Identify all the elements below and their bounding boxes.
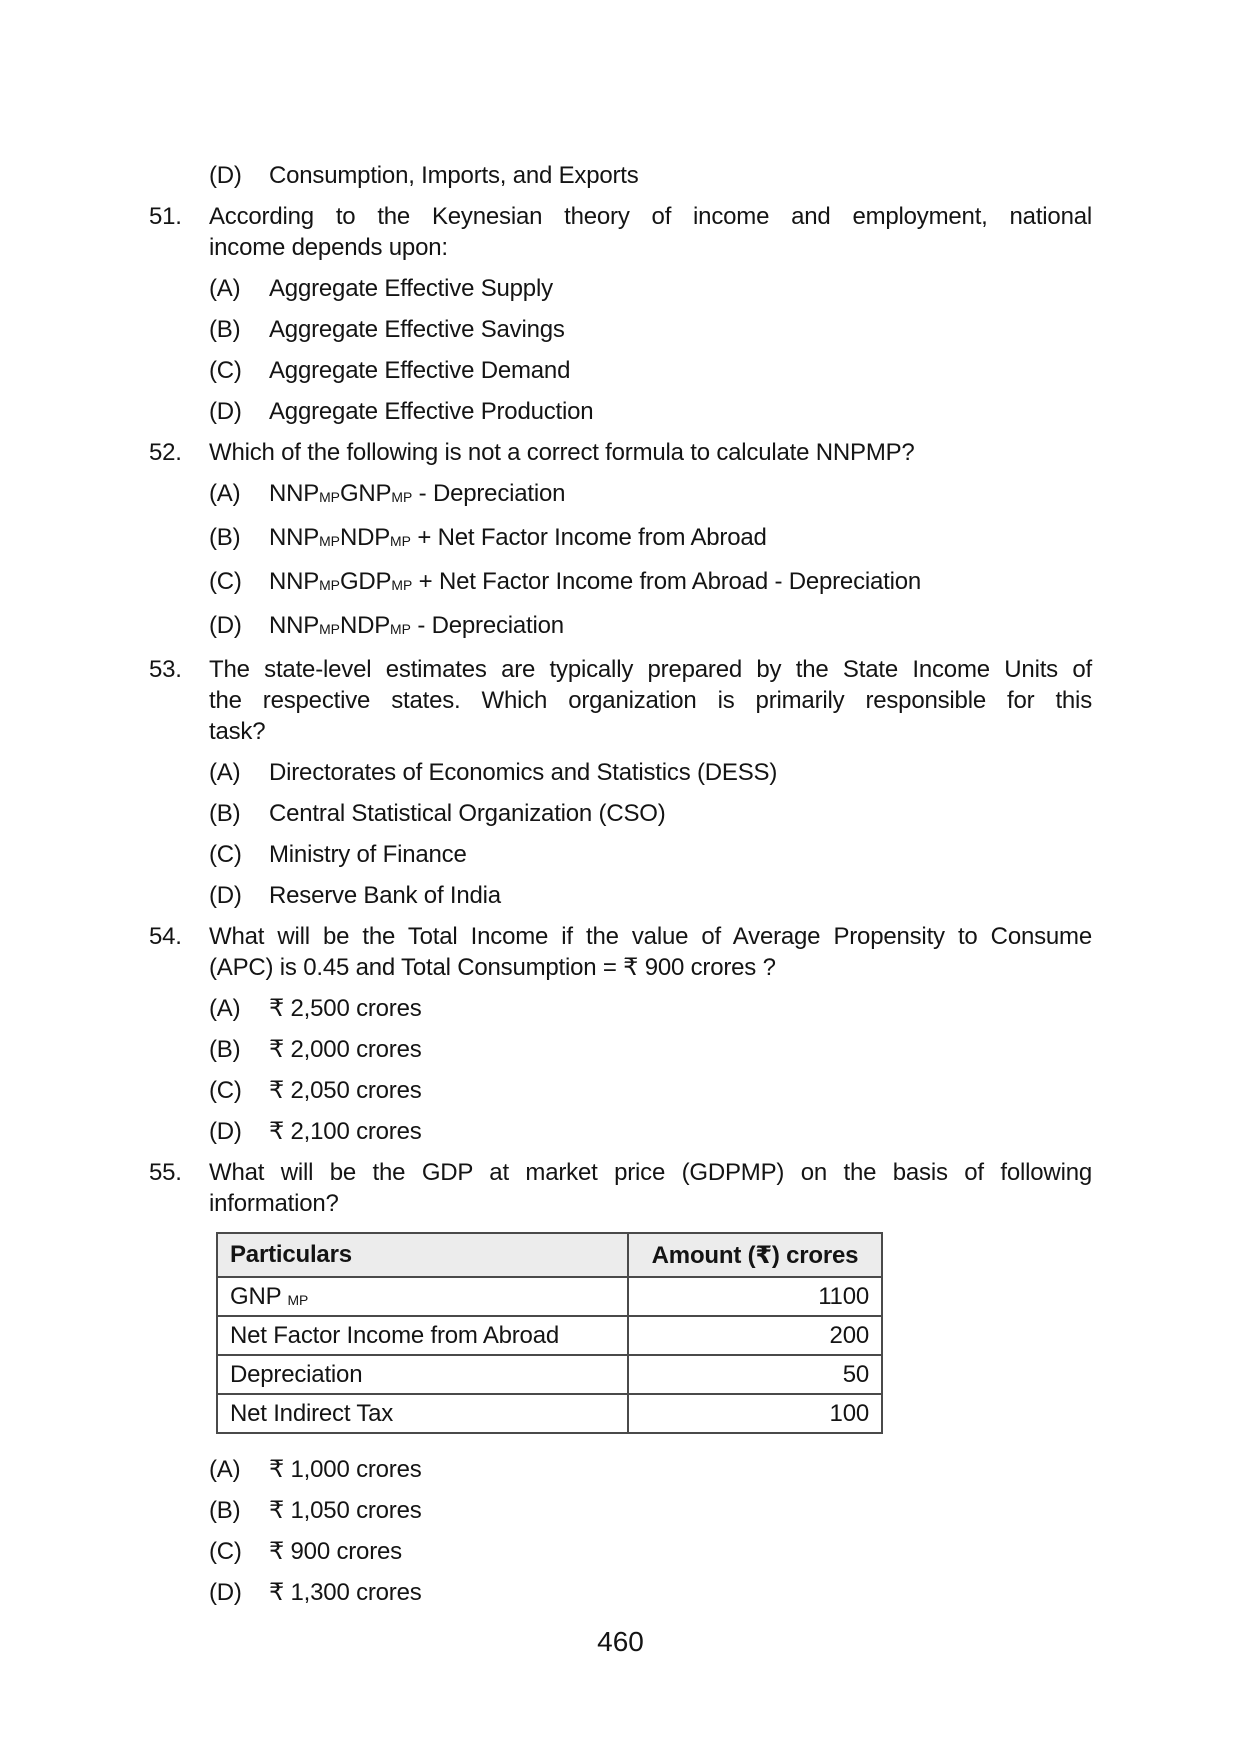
option-row <box>209 1495 1092 1526</box>
question-body <box>209 654 1092 911</box>
option-text: ₹ 1,300 crores <box>269 1579 422 1606</box>
option-text: Central Statistical Organization (CSO) <box>269 800 666 827</box>
option-label: (C) <box>209 1538 242 1565</box>
options-list <box>209 757 1092 911</box>
question-block <box>149 201 1092 427</box>
option-label: (C) <box>209 357 242 384</box>
option-text: Consumption, Imports, and Exports <box>269 162 639 189</box>
option-label: (A) <box>209 275 241 302</box>
table-row <box>217 1316 882 1355</box>
option-text: ₹ 1,050 crores <box>269 1497 422 1524</box>
options-list <box>209 478 1092 644</box>
option-label: (A) <box>209 1456 241 1483</box>
question-line: the respective states. Which organization is primarily responsible for this <box>209 687 1092 714</box>
subscript: MP <box>390 533 411 550</box>
table-cell-particulars: Net Indirect Tax <box>217 1394 628 1433</box>
option-text: NNPMPNDPMP + Net Factor Income from Abroad <box>269 524 767 551</box>
option-row <box>209 314 1092 345</box>
question-line: Which of the following is not a correct formula to calculate NNPMP? <box>209 439 915 466</box>
table-cell-amount: 100 <box>628 1394 882 1433</box>
option-row <box>209 273 1092 304</box>
option-row <box>209 1034 1092 1065</box>
option-text: NNPMPGDPMP + Net Factor Income from Abroad - Depreciation <box>269 568 922 595</box>
table-cell-particulars: GNP MP <box>217 1277 628 1316</box>
option-label: (D) <box>209 1118 242 1145</box>
question-number: 55. <box>149 1159 182 1186</box>
subscript: MP <box>391 489 413 506</box>
option-row <box>209 1577 1092 1608</box>
option-row <box>209 1075 1092 1106</box>
option-text: Directorates of Economics and Statistics (DESS) <box>269 759 778 786</box>
option-row <box>209 839 1092 870</box>
question-block <box>149 437 1092 644</box>
question-line: income depends upon: <box>209 234 448 261</box>
table-cell-amount: 1100 <box>628 1277 882 1316</box>
question-line: task? <box>209 718 266 745</box>
subscript: MP <box>390 621 411 638</box>
option-text: Aggregate Effective Production <box>269 398 594 425</box>
question-line: (APC) is 0.45 and Total Consumption = ₹ 900 crores ? <box>209 954 776 981</box>
option-text: ₹ 2,100 crores <box>269 1118 422 1145</box>
option-text: ₹ 1,000 crores <box>269 1456 422 1483</box>
option-label: (D) <box>209 882 242 909</box>
subscript: MP <box>287 1291 309 1308</box>
table-row <box>217 1355 882 1394</box>
option-label: (B) <box>209 1497 241 1524</box>
data-table <box>216 1232 883 1434</box>
option-text: NNPMPNDPMP - Depreciation <box>269 612 564 639</box>
question-number: 54. <box>149 923 182 950</box>
option-label: (D) <box>209 612 242 639</box>
option-text: Aggregate Effective Demand <box>269 357 571 384</box>
option-row <box>209 1454 1092 1485</box>
question-line: The state-level estimates are typically prepared by the State Income Units of <box>209 656 1092 683</box>
question-number: 52. <box>149 439 182 466</box>
table-cell-particulars: Net Factor Income from Abroad <box>217 1316 628 1355</box>
question-body <box>209 201 1092 427</box>
option-row <box>209 757 1092 788</box>
table-row <box>217 1394 882 1433</box>
question-body <box>209 437 1092 644</box>
question-number <box>149 150 209 191</box>
option-row <box>209 478 1092 512</box>
option-text: ₹ 900 crores <box>269 1538 402 1565</box>
options-list <box>209 1454 1092 1608</box>
option-row <box>209 355 1092 386</box>
option-label: (B) <box>209 800 241 827</box>
subscript: MP <box>319 621 340 638</box>
option-label: (B) <box>209 1036 241 1063</box>
option-row <box>209 610 1092 644</box>
option-label: (D) <box>209 162 242 189</box>
subscript: MP <box>319 533 340 550</box>
question-block <box>149 1157 1092 1608</box>
table-header-particulars: Particulars <box>217 1233 628 1277</box>
option-label: (A) <box>209 759 241 786</box>
option-text: Aggregate Effective Supply <box>269 275 553 302</box>
option-label: (D) <box>209 1579 242 1606</box>
questions-container <box>149 150 1092 1608</box>
page-number: 460 <box>597 1626 644 1657</box>
option-row <box>209 396 1092 427</box>
question-body <box>209 921 1092 1147</box>
option-text: Reserve Bank of India <box>269 882 501 909</box>
question-number: 51. <box>149 203 182 230</box>
options-list <box>209 993 1092 1147</box>
question-block <box>149 921 1092 1147</box>
table-header-amount: Amount (₹) crores <box>628 1233 882 1277</box>
table-header-row <box>217 1233 882 1277</box>
table-row <box>217 1277 882 1316</box>
option-row <box>209 522 1092 556</box>
option-row <box>209 1116 1092 1147</box>
table-cell-particulars: Depreciation <box>217 1355 628 1394</box>
subscript: MP <box>319 489 340 506</box>
option-text: NNPMPGNPMP - Depreciation <box>269 480 566 507</box>
option-row <box>209 566 1092 600</box>
table-cell-amount: 50 <box>628 1355 882 1394</box>
option-label: (A) <box>209 480 241 507</box>
options-list <box>209 160 1092 191</box>
option-label: (B) <box>209 524 241 551</box>
option-label: (C) <box>209 841 242 868</box>
question-line: What will be the Total Income if the value of Average Propensity to Consume <box>209 923 1092 950</box>
question-line: information? <box>209 1190 339 1217</box>
option-label: (C) <box>209 1077 242 1104</box>
option-label: (A) <box>209 995 241 1022</box>
subscript: MP <box>391 577 413 594</box>
option-text: ₹ 2,000 crores <box>269 1036 422 1063</box>
question-line: According to the Keynesian theory of income and employment, national <box>209 203 1092 230</box>
question-body <box>209 1157 1092 1608</box>
option-text: ₹ 2,500 crores <box>269 995 422 1022</box>
question-body <box>209 150 1092 191</box>
option-text: Ministry of Finance <box>269 841 467 868</box>
question-line: What will be the GDP at market price (GDPMP) on the basis of following <box>209 1159 1092 1186</box>
previous-question-partial <box>149 150 1092 191</box>
option-label: (C) <box>209 568 242 595</box>
option-row <box>209 993 1092 1024</box>
option-row <box>209 1536 1092 1567</box>
option-label: (B) <box>209 316 241 343</box>
table-cell-amount: 200 <box>628 1316 882 1355</box>
option-row <box>209 798 1092 829</box>
option-text: Aggregate Effective Savings <box>269 316 565 343</box>
option-row <box>209 880 1092 911</box>
option-row <box>209 160 1092 191</box>
option-text: ₹ 2,050 crores <box>269 1077 422 1104</box>
subscript: MP <box>319 577 340 594</box>
options-list <box>209 273 1092 427</box>
option-label: (D) <box>209 398 242 425</box>
question-block <box>149 654 1092 911</box>
question-number: 53. <box>149 656 182 683</box>
